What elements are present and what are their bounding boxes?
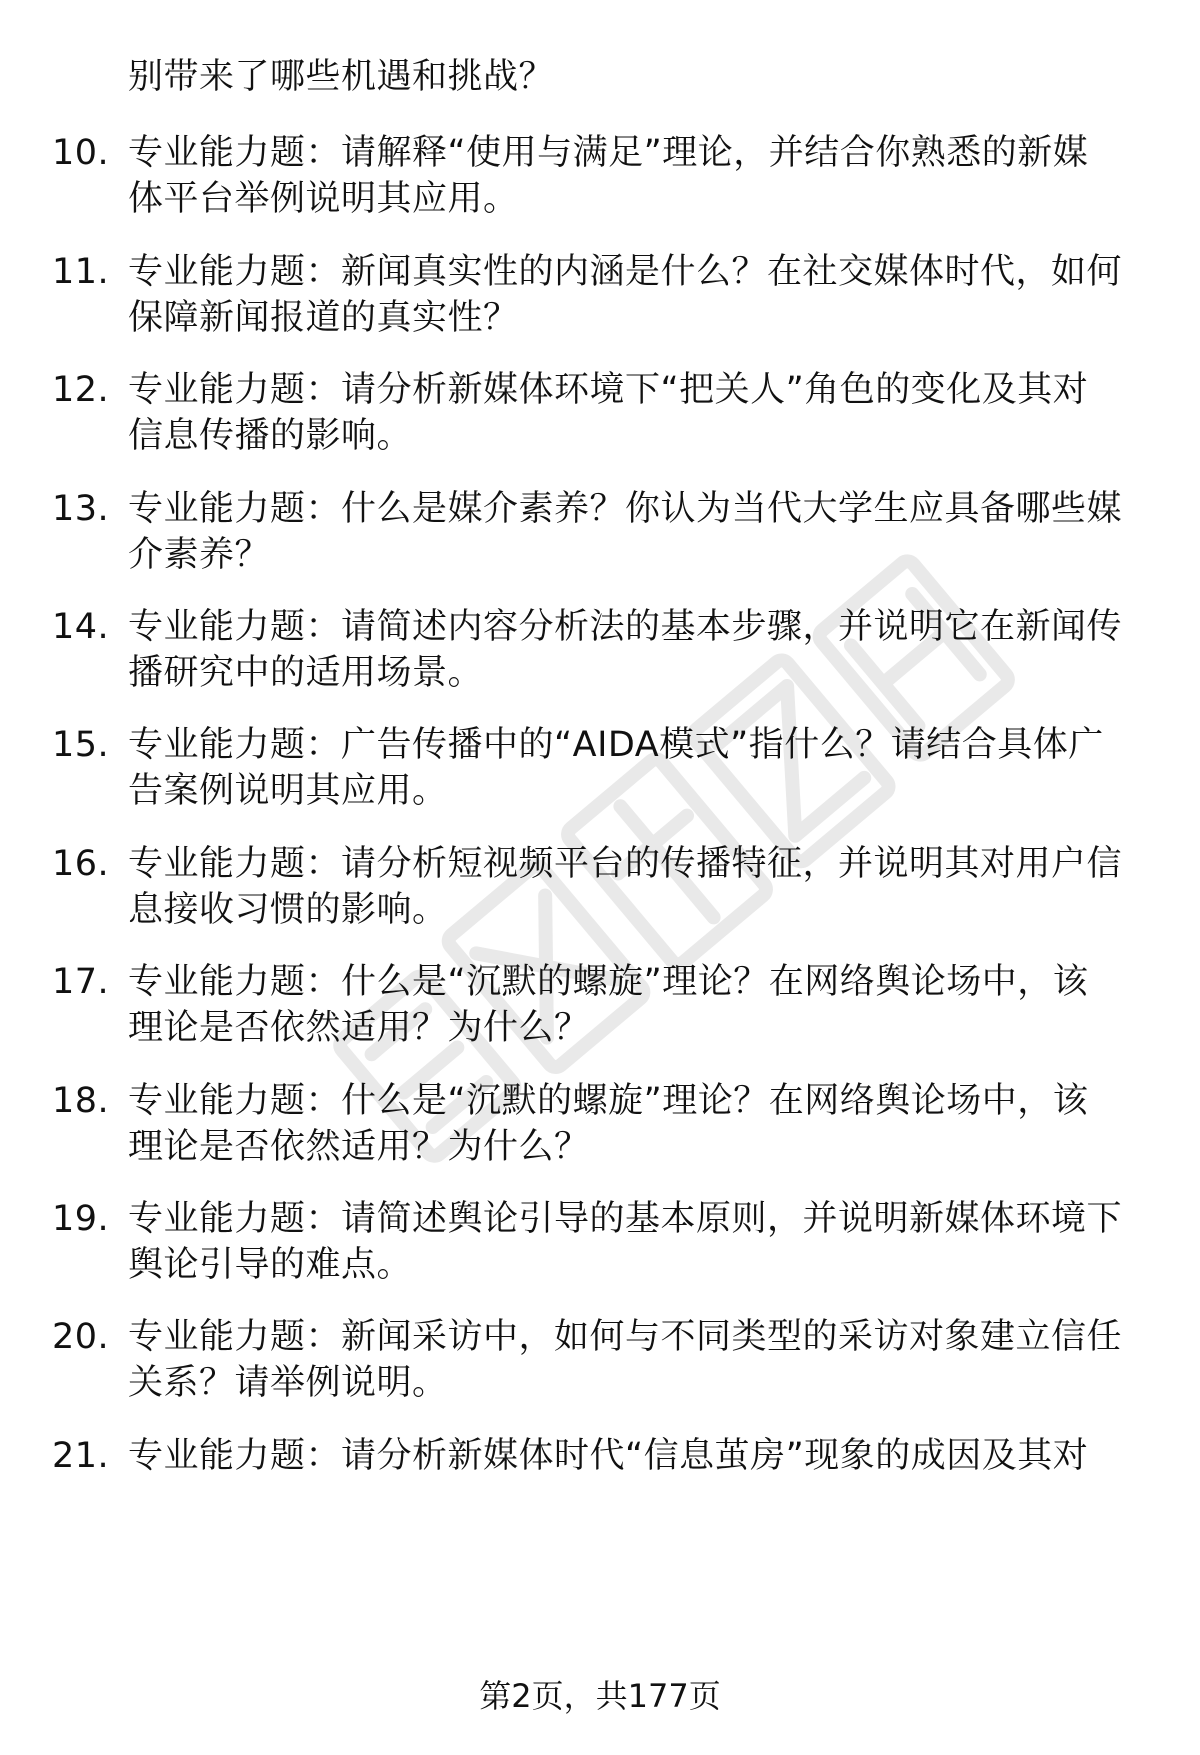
- question-number: 10.: [52, 133, 110, 173]
- question-number: 18.: [52, 1081, 110, 1121]
- question-number: 16.: [52, 844, 110, 884]
- question-line: 专业能力题：新闻采访中，如何与不同类型的采访对象建立信任: [128, 1317, 1123, 1357]
- question-text: [128, 486, 1158, 578]
- question-number: 12.: [52, 370, 110, 410]
- question-text: [128, 604, 1158, 696]
- question-line: 专业能力题：请解释“使用与满足”理论，并结合你熟悉的新媒: [128, 133, 1089, 173]
- question-text: [128, 249, 1158, 341]
- question-line: 体平台举例说明其应用。: [128, 179, 519, 219]
- question-line: 保障新闻报道的真实性？: [128, 298, 519, 338]
- question-text: [128, 1078, 1158, 1170]
- question-number: 11.: [52, 252, 110, 292]
- page-footer: 第2页，共177页: [479, 1677, 721, 1715]
- question-line: 专业能力题：广告传播中的“AIDA模式”指什么？请结合具体广: [128, 725, 1104, 765]
- question-line: 专业能力题：请简述内容分析法的基本步骤，并说明它在新闻传: [128, 607, 1123, 647]
- question-text: [128, 367, 1158, 459]
- question-line: 播研究中的适用场景。: [128, 653, 484, 693]
- question-text: [128, 722, 1158, 814]
- question-number: 15.: [52, 725, 110, 765]
- question-line: 专业能力题：什么是媒介素养？你认为当代大学生应具备哪些媒: [128, 489, 1123, 529]
- question-number: 13.: [52, 489, 110, 529]
- question-number: 17.: [52, 962, 110, 1002]
- question-line: 告案例说明其应用。: [128, 771, 448, 811]
- question-text: [128, 959, 1158, 1051]
- question-line: 理论是否依然适用？为什么？: [128, 1127, 590, 1167]
- question-line: 专业能力题：请分析新媒体环境下“把关人”角色的变化及其对: [128, 370, 1089, 410]
- question-text: [128, 54, 1158, 100]
- question-line: 专业能力题：新闻真实性的内涵是什么？在社交媒体时代，如何: [128, 252, 1123, 292]
- question-line: 舆论引导的难点。: [128, 1245, 413, 1285]
- question-text: [128, 1433, 1158, 1479]
- question-text: [128, 130, 1158, 222]
- question-number: 21.: [52, 1436, 110, 1476]
- question-text: [128, 1196, 1158, 1288]
- question-number: 14.: [52, 607, 110, 647]
- question-number: 20.: [52, 1317, 110, 1357]
- question-line: 专业能力题：请分析新媒体时代“信息茧房”现象的成因及其对: [128, 1436, 1089, 1476]
- question-text: [128, 1314, 1158, 1406]
- question-line: 专业能力题：请简述舆论引导的基本原则，并说明新媒体环境下: [128, 1199, 1123, 1239]
- question-line: 专业能力题：什么是“沉默的螺旋”理论？在网络舆论场中，该: [128, 962, 1089, 1002]
- question-line: 别带来了哪些机遇和挑战？: [128, 57, 555, 97]
- question-line: 介素养？: [128, 535, 271, 575]
- question-line: 专业能力题：请分析短视频平台的传播特征，并说明其对用户信: [128, 844, 1123, 884]
- question-number: 19.: [52, 1199, 110, 1239]
- question-line: 关系？请举例说明。: [128, 1363, 448, 1403]
- question-line: 理论是否依然适用？为什么？: [128, 1008, 590, 1048]
- question-text: [128, 841, 1158, 933]
- question-line: 息接收习惯的影响。: [128, 890, 448, 930]
- question-line: 专业能力题：什么是“沉默的螺旋”理论？在网络舆论场中，该: [128, 1081, 1089, 1121]
- question-line: 信息传播的影响。: [128, 416, 413, 456]
